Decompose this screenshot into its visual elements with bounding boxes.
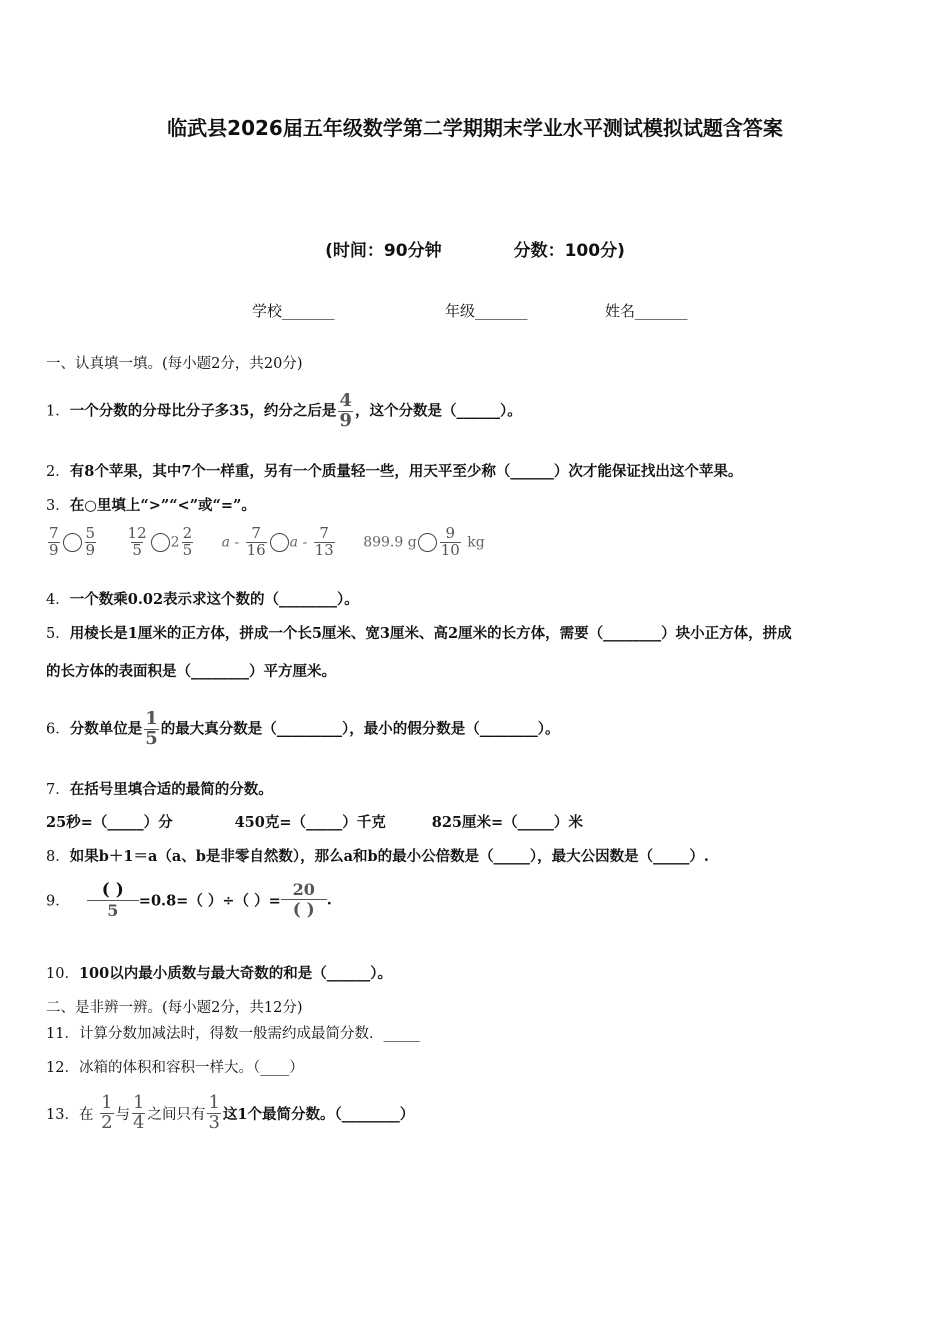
question-7: 7．在括号里填合适的最简的分数。: [46, 781, 273, 798]
question-5-continued: 的长方体的表面积是（________）平方厘米。: [46, 663, 336, 680]
question-3: 3．在○里填上“>”“<”或“=”。: [46, 497, 256, 514]
question-10: 10．100以内最小质数与最大奇数的和是（______）。: [46, 965, 392, 982]
question-13: 13．在 $\frac{1}{2}$ 与 $\frac{1}{4}$ 之间只有 $\frac{1}{3}$ 这1个最简分数。（________）: [46, 1092, 415, 1133]
compare-item-a: $\frac{7}{9}$ $\frac{5}{9}$: [49, 524, 96, 559]
question-2: 2．有8个苹果，其中7个一样重，另有一个质量轻一些，用天平至少称（______）次才能保证找出这个苹果。: [46, 463, 743, 480]
question-12: 12．冰箱的体积和容积一样大。（____）: [46, 1060, 304, 1076]
fraction: $\frac{1}{3}$: [208, 1092, 220, 1133]
compare-circle[interactable]: [63, 533, 82, 552]
question-number: 1．: [46, 403, 70, 420]
fraction: 20 ( ): [281, 880, 327, 920]
question-1: 1．一个分数的分母比分子多35，约分之后是 $\frac{4}{9}$ ，这个分数是（______）。: [46, 390, 522, 431]
compare-item-c: a - $\frac{7}{16}$ a - $\frac{7}{13}$: [221, 524, 334, 559]
section-1-heading: 一、认真填一填。(每小题2分，共20分): [46, 356, 303, 372]
page-title: 临武县2026届五年级数学第二学期期末学业水平测试模拟试题含答案: [167, 116, 783, 140]
exam-score: 分数：100分): [513, 241, 625, 261]
question-8: 8．如果b＋1＝a（a、b是非零自然数），那么a和b的最小公倍数是（_____），最大公因数是（_____）.: [46, 848, 709, 865]
question-11: 11．计算分数加减法时，得数一般需约成最简分数．_____: [46, 1026, 420, 1042]
question-7-items: 25秒=（_____）分 450克=（_____）千克 825厘米=（_____）米: [46, 814, 583, 831]
compare-item-d: 899.9 g $\frac{9}{10}$ kg: [363, 524, 485, 559]
compare-circle[interactable]: [418, 533, 437, 552]
fraction: $\frac{4}{9}$: [339, 390, 352, 431]
exam-time: (时间：90分钟: [325, 241, 442, 261]
grade-field[interactable]: 年级_______: [445, 302, 528, 320]
question-6: 6．分数单位是 $\frac{1}{5}$ 的最大真分数是（_________），最小的假分数是（________）。: [46, 708, 560, 749]
question-9: 9． ( ) 5 =0.8=（ ）÷（ ）= 20 ( ) .: [46, 880, 332, 920]
school-field[interactable]: 学校_______: [252, 302, 335, 320]
fraction: ( ) 5: [87, 880, 139, 920]
fraction: $\frac{1}{5}$: [145, 708, 158, 749]
question-4: 4．一个数乘0.02表示求这个数的（________）。: [46, 591, 359, 608]
compare-row: [46, 526, 507, 559]
exam-info: [0, 236, 950, 261]
fraction: $\frac{1}{2}$: [101, 1092, 113, 1133]
section-2-heading: 二、是非辨一辨。(每小题2分，共12分): [46, 1000, 303, 1016]
fraction: $\frac{1}{4}$: [133, 1092, 145, 1133]
compare-item-b: $\frac{12}{5}$ 2 $\frac{2}{5}$: [127, 524, 193, 559]
compare-circle[interactable]: [151, 533, 170, 552]
name-field[interactable]: 姓名_______: [605, 302, 688, 320]
question-5: 5．用棱长是1厘米的正方体，拼成一个长5厘米、宽3厘米、高2厘米的长方体，需要（________）块小正方体，拼成: [46, 625, 792, 642]
compare-circle[interactable]: [270, 533, 289, 552]
